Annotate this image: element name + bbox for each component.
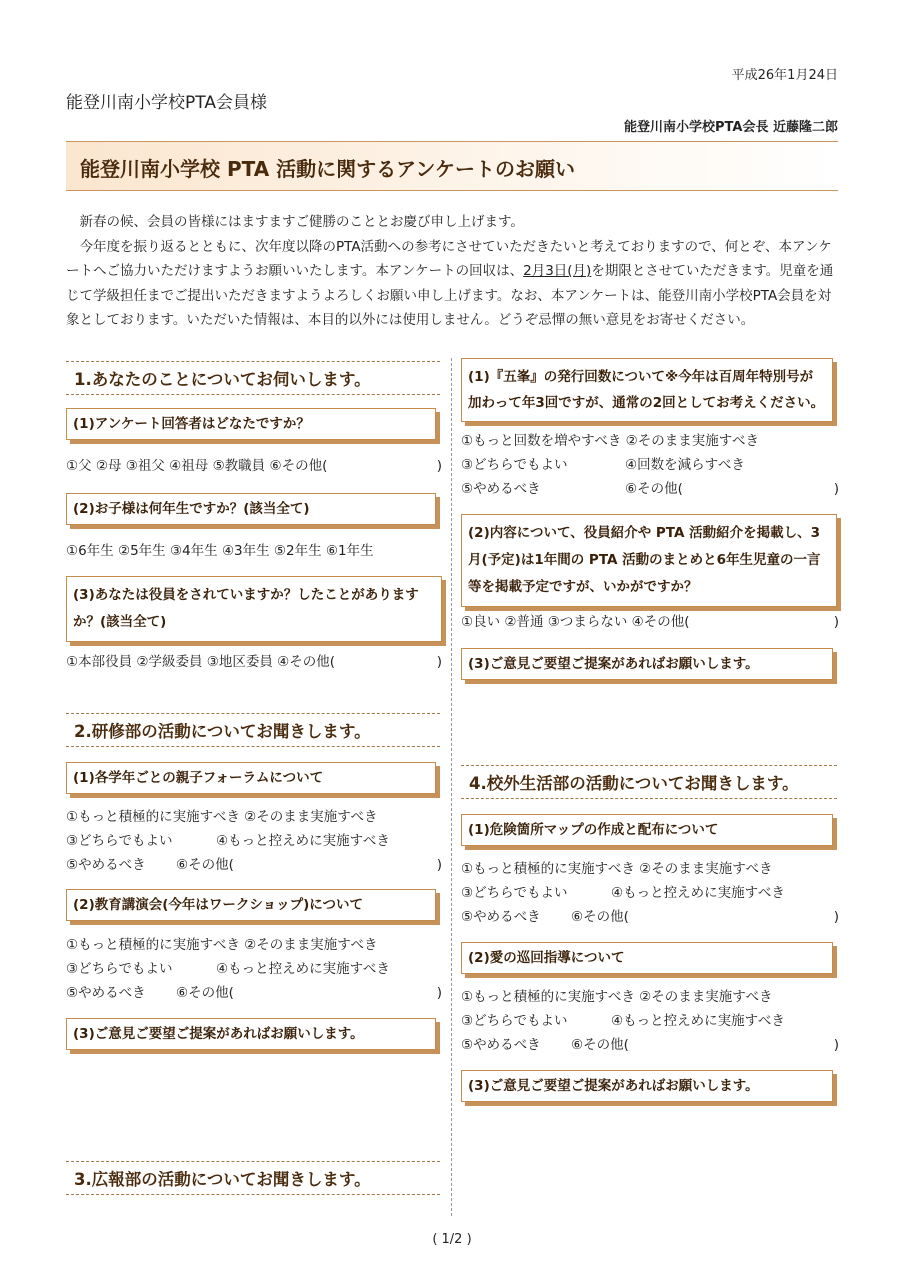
option-3: ③どちらでもよい <box>461 1013 568 1029</box>
close-paren: ) <box>436 458 442 474</box>
s3-q2-box: (2)内容について、役員紹介や PTA 活動紹介を掲載し、3月(予定)は1年間の PTA 活動のまとめと6年生児童の一言等を掲載予定ですが、いかがですか？ <box>461 514 837 607</box>
option-line-2 <box>461 453 839 477</box>
s2-q2-box: (2)教育講演会(今年はワークショップ)について <box>66 889 436 921</box>
option-line-1: ①もっと積極的に実施すべき ②そのまま実施すべき <box>461 861 773 877</box>
s1-q3-opts-text: ①本部役員 ②学級委員 ③地区委員 ④その他( <box>66 654 336 670</box>
sender: 能登川南小学校PTA会長 近藤隆二郎 <box>624 120 838 135</box>
intro-paragraph-1: 新春の候、会員の皆様にはますますご健勝のこととお慶び申し上げます。 <box>79 214 524 230</box>
close-paren: ) <box>436 654 442 670</box>
s2-q2-options <box>66 933 442 1005</box>
option-4: ④もっと控えめに実施すべき <box>216 961 390 977</box>
s3-q2-opts-text: ①良い ②普通 ③つまらない ④その他( <box>461 614 690 630</box>
section-1-heading: 1.あなたのことについてお伺いします。 <box>66 361 440 395</box>
s1-q2-box: (2)お子様は何年生ですか？(該当全て) <box>66 493 436 525</box>
option-line-3 <box>461 477 839 501</box>
option-line-1: ①もっと積極的に実施すべき ②そのまま実施すべき <box>461 989 773 1005</box>
intro-p2a: 今年度を振り返るとともに、次年度以降のPTA活動への参考にさせていただきたいと考えておりますので、何とぞ、本アンケートへご協力いただけますようお願いいたします。本アンケートの回収は、 <box>66 238 832 279</box>
option-6: ⑥その他( <box>176 985 234 1001</box>
option-3: ③どちらでもよい <box>461 885 568 901</box>
document-date: 平成26年1月24日 <box>731 68 838 83</box>
option-line-2 <box>66 957 442 981</box>
section-4-heading: 4.校外生活部の活動についてお聞きします。 <box>461 765 837 799</box>
s4-q2-options <box>461 985 839 1057</box>
close-paren: ) <box>833 909 839 925</box>
option-5: ⑤やめるべき <box>66 985 146 1001</box>
close-paren: ) <box>436 985 442 1001</box>
option-line-1: ①もっと積極的に実施すべき ②そのまま実施すべき <box>66 937 378 953</box>
option-4: ④回数を減らすべき <box>625 457 745 473</box>
section-3-heading: 3.広報部の活動についてお聞きします。 <box>66 1161 440 1195</box>
close-paren: ) <box>436 857 442 873</box>
option-5: ⑤やめるべき <box>461 1037 541 1053</box>
deadline: 2月3日(月) <box>523 263 592 279</box>
intro-paragraph-2 <box>66 235 838 333</box>
option-5: ⑤やめるべき <box>66 857 146 873</box>
title-banner <box>66 141 838 191</box>
option-line-1: ①もっと積極的に実施すべき ②そのまま実施すべき <box>66 809 378 825</box>
s4-q1-options <box>461 857 839 929</box>
option-line-3 <box>461 1033 839 1057</box>
s4-q2-box: (2)愛の巡回指導について <box>461 942 833 974</box>
option-line-2 <box>461 881 839 905</box>
s1-q1-opts-text: ①父 ②母 ③祖父 ④祖母 ⑤教職員 ⑥その他( <box>66 458 328 474</box>
option-line-2 <box>66 829 442 853</box>
s3-q2-options <box>461 610 839 634</box>
option-line-1: ①もっと回数を増やすべき ②そのまま実施すべき <box>461 433 759 449</box>
s1-q1-options <box>66 454 442 478</box>
close-paren: ) <box>833 614 839 630</box>
option-line-3 <box>66 981 442 1005</box>
option-3: ③どちらでもよい <box>66 961 173 977</box>
option-4: ④もっと控えめに実施すべき <box>216 833 390 849</box>
s3-q3-box: (3)ご意見ご要望ご提案があればお願いします。 <box>461 648 833 680</box>
option-3: ③どちらでもよい <box>66 833 173 849</box>
recipient: 能登川南小学校PTA会員様 <box>66 93 267 113</box>
s2-q1-box: (1)各学年ごとの親子フォーラムについて <box>66 762 436 794</box>
intro-text <box>66 210 838 333</box>
s4-q3-box: (3)ご意見ご要望ご提案があればお願いします。 <box>461 1070 833 1102</box>
option-4: ④もっと控えめに実施すべき <box>611 885 785 901</box>
document-title: 能登川南小学校 PTA 活動に関するアンケートのお願い <box>80 157 575 181</box>
s2-q3-box: (3)ご意見ご要望ご提案があればお願いします。 <box>66 1018 436 1050</box>
option-6: ⑥その他( <box>571 1037 629 1053</box>
option-5: ⑤やめるべき <box>461 481 541 497</box>
s1-q1-box: (1)アンケート回答者はどなたですか？ <box>66 408 436 440</box>
column-divider <box>451 358 452 1216</box>
s1-q3-options <box>66 650 442 674</box>
close-paren: ) <box>833 481 839 497</box>
option-4: ④もっと控えめに実施すべき <box>611 1013 785 1029</box>
option-6: ⑥その他( <box>571 909 629 925</box>
s1-q3-box: (3)あなたは役員をされていますか？したことがありますか？(該当全て) <box>66 576 442 642</box>
option-line-3 <box>461 905 839 929</box>
s3-q1-box: (1)『五峯』の発行回数について※今年は百周年特別号が加わって年3回ですが、通常の2回としてお考えください。 <box>461 358 833 422</box>
intro-p2b: を期限とさせていただきます。児童を通じて学級担任までご提出いただきますようよろしくお願い申し上げます。なお、本アンケートは、能登川南小学校PTA会員を対象としております。いただいた情報は、本目的以外には使用しません。どうぞ忌憚の無い意見をお寄せください。 <box>66 263 834 328</box>
s4-q1-box: (1)危険箇所マップの作成と配布について <box>461 814 833 846</box>
option-6: ⑥その他( <box>625 481 683 497</box>
close-paren: ) <box>833 1037 839 1053</box>
s2-q1-options <box>66 805 442 877</box>
option-line-2 <box>461 1009 839 1033</box>
s3-q1-options <box>461 429 839 501</box>
option-5: ⑤やめるべき <box>461 909 541 925</box>
option-line-3 <box>66 853 442 877</box>
page-number: ( 1/2 ) <box>432 1232 472 1247</box>
section-2-heading: 2.研修部の活動についてお聞きします。 <box>66 713 440 747</box>
option-3: ③どちらでもよい <box>461 457 568 473</box>
option-6: ⑥その他( <box>176 857 234 873</box>
s1-q2-options: ①6年生 ②5年生 ③4年生 ④3年生 ⑤2年生 ⑥1年生 <box>66 543 374 559</box>
